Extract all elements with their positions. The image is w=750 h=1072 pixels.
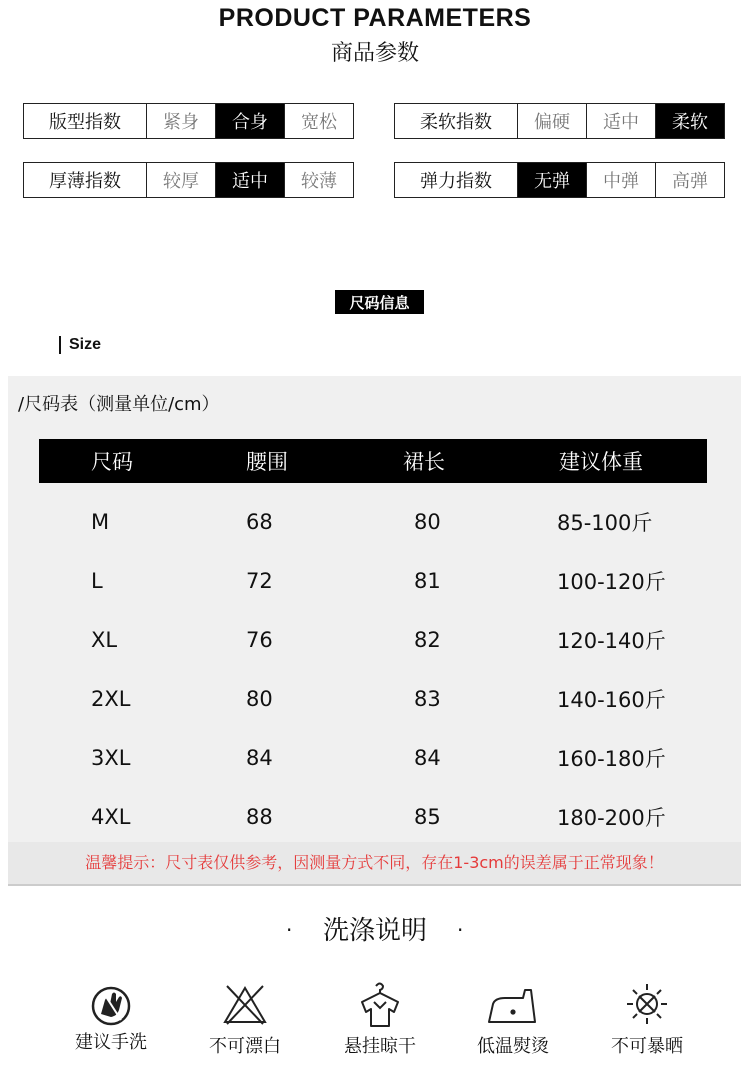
size-info-badge: 尺码信息 [335,290,424,314]
title-dot-left: · [286,918,293,942]
wash-label: 不可漂白 [209,1036,281,1057]
size-label: Size [69,336,102,353]
param-row-elasticity [394,162,725,198]
cell-waist: 80 [246,687,273,711]
table-row [0,552,750,610]
param-label: 厚薄指数 [24,163,147,197]
cell-size: M [91,510,110,534]
hand-wash-icon [81,980,141,1030]
wash-label: 不可暴晒 [611,1036,683,1057]
param-option: 适中 [587,104,656,138]
page-title-chinese: 商品参数 [330,41,419,66]
param-option: 高弹 [672,171,708,192]
cell-size: L [91,569,103,593]
cell-length: 80 [414,510,441,534]
table-row [0,670,750,728]
param-row-fit [23,103,354,139]
cell-waist: 88 [246,805,273,829]
cell-size: 3XL [91,746,131,770]
param-option: 较薄 [301,171,337,192]
cell-weight: 85-100斤 [557,511,653,535]
param-option: 宽松 [301,112,337,133]
cell-length: 83 [414,687,441,711]
param-option: 偏硬 [518,104,587,138]
page-title-english: PRODUCT PARAMETERS [218,4,532,32]
param-option-selected: 合身 [216,104,285,138]
param-label: 弹力指数 [395,163,518,197]
param-option: 紧身 [147,104,216,138]
cell-weight: 180-200斤 [557,806,666,830]
cell-waist: 68 [246,510,273,534]
cell-weight: 100-120斤 [557,570,666,594]
param-row-thickness [23,162,354,198]
wash-label: 建议手洗 [75,1032,147,1053]
cell-length: 84 [414,746,441,770]
cell-waist: 76 [246,628,273,652]
washing-title: 洗涤说明 [322,916,427,946]
cell-size: 2XL [91,687,131,711]
notice-text: 温馨提示：尺寸表仅供参考，因测量方式不同，存在1-3cm的误差属于正常现象！ [85,853,664,872]
wash-label: 低温熨烫 [477,1036,549,1057]
param-row-softness [394,103,725,139]
column-header-length: 裙长 [403,450,445,474]
param-option-selected: 柔软 [656,104,724,138]
param-label: 版型指数 [24,104,147,138]
table-row [0,493,750,551]
cell-length: 82 [414,628,441,652]
low-iron-icon [483,980,543,1030]
param-option-selected: 无弹 [518,163,587,197]
wash-label: 悬挂晾干 [344,1036,416,1057]
size-table-caption: /尺码表（测量单位/cm） [18,394,220,415]
param-option: 中弹 [587,163,656,197]
param-option-selected: 适中 [216,163,285,197]
cell-length: 81 [414,569,441,593]
cell-length: 85 [414,805,441,829]
cell-weight: 120-140斤 [557,629,666,653]
column-header-weight: 建议体重 [559,450,643,474]
size-label-bar [59,336,61,354]
table-row [0,788,750,846]
cell-weight: 160-180斤 [557,747,666,771]
no-bleach-icon [215,980,275,1030]
cell-size: 4XL [91,805,131,829]
cell-waist: 84 [246,746,273,770]
column-header-size: 尺码 [91,450,133,474]
hang-dry-icon [350,980,410,1030]
table-row [0,729,750,787]
table-row [0,611,750,669]
no-sun-icon [617,980,677,1030]
size-table-header [39,439,707,483]
param-label: 柔软指数 [395,104,518,138]
title-dot-right: · [457,918,464,942]
cell-size: XL [91,628,118,652]
cell-waist: 72 [246,569,273,593]
cell-weight: 140-160斤 [557,688,666,712]
column-header-waist: 腰围 [246,450,288,474]
param-option: 较厚 [147,163,216,197]
